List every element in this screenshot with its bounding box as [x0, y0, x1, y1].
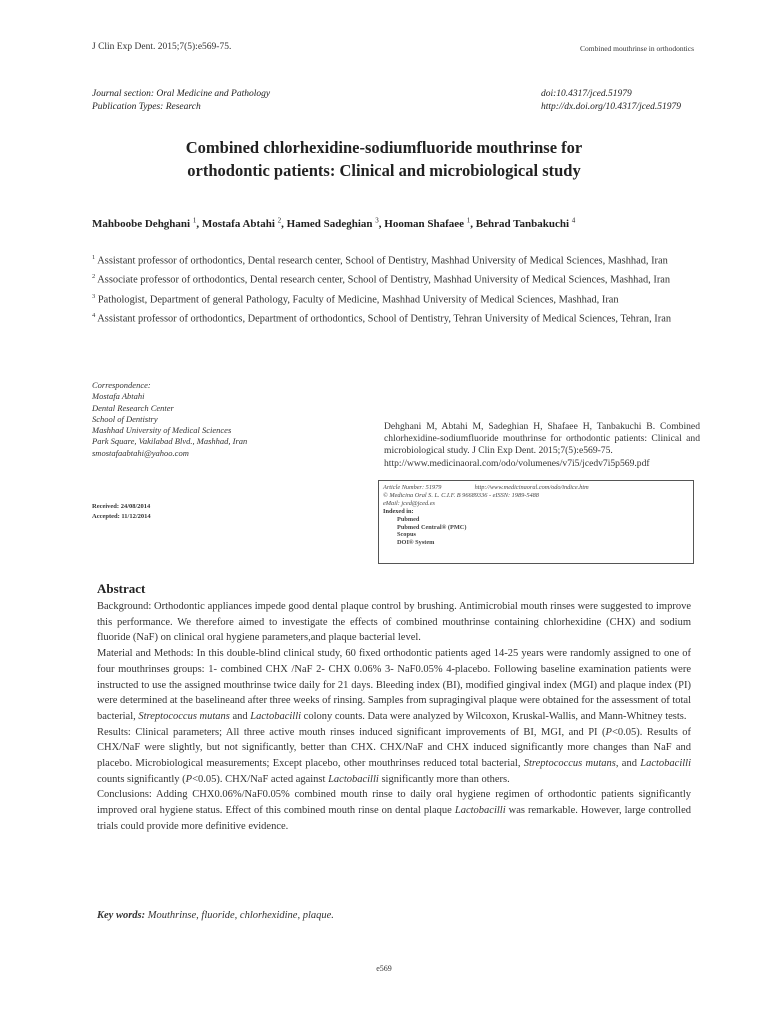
running-title: Combined mouthrinse in orthodontics	[580, 44, 694, 53]
author: Behrad Tanbakuchi $^4$	[475, 216, 576, 230]
doi: doi:10.4317/jced.51979	[541, 89, 632, 99]
publication-type: Publication Types: Research	[92, 102, 201, 112]
title-line-1: Combined chlorhexidine-sodiumfluoride mouthrinse for	[185, 138, 583, 157]
author: Mahboobe Dehghani $^1$,	[92, 216, 202, 230]
correspondence-heading: Correspondence:	[92, 380, 151, 390]
article-info-box	[378, 480, 694, 564]
abstract-results: Results: Clinical parameters; All three active mouth rinses induced significant improvements of BI, MGI, and PI (P<0.05). Results of CHX/NaF were slightly, but not significantly, better than CHX. CHX/NaF and CHX induced significantly more changes than NaF and placebo. Microbiological measurements; Except placebo, other mouthrinses reduced total bacterial, Streptococcus mutans, and Lactobacilli counts significantly (P<0.05). CHX/NaF acted against Lactobacilli significantly more than others.	[97, 726, 692, 785]
correspondence	[92, 380, 247, 459]
affiliations	[92, 251, 696, 328]
correspondence-line: School of Dentistry	[92, 413, 158, 424]
correspondence-line: Mashhad University of Medical Sciences	[92, 425, 232, 436]
doi-link[interactable]: http://dx.doi.org/10.4317/jced.51979	[541, 102, 682, 112]
journal-site-link[interactable]: http://www.medicinaoral.com/odo/indice.htm	[474, 484, 589, 491]
citation-url[interactable]: http://www.medicinaoral.com/odo/volumenes/v7i5/jcedv7i5p569.pdf	[384, 457, 650, 469]
page-number: e569	[376, 964, 392, 973]
dates	[92, 502, 151, 522]
abstract-heading: Abstract	[97, 581, 146, 596]
article-title	[120, 136, 648, 182]
correspondence-line: Park Square, Vakilabad Blvd., Mashhad, Iran	[92, 436, 248, 447]
abstract-methods: Material and Methods: In this double-blind clinical study, 60 fixed orthodontic patients aged 14-25 years were randomly assigned to one of four mouthrinses groups: 1- combined CHX /NaF 2- CHX 0.06% 3- NaF0.05% 4-placebo. Following baseline examination patients were instructed to use the assigned mouthrinse twice daily for 21 days. Bleeding index (BI), modified gingival index (MGI) and plaque index (PI) were determined at the baselineand after three weeks of rinsing. Samples from supragingival plaque were obtained for the assessment of total bacterial, Streptococcus mutans and Lactobacilli colony counts. Data were analyzed by Wilcoxon, Kruskal-Wallis, and Mann-Whitney tests.	[97, 648, 691, 722]
correspondence-line: Dental Research Center	[92, 402, 174, 413]
abstract-conclusions: Conclusions: Adding CHX0.06%/NaF0.05% combined mouth rinse to daily oral hygiene regimen of orthodontic patients significantly improved oral hygiene status. Effect of this combined mouth rinse on dental plaque Lactobacilli was remarkable. However, large controlled trials could provide more definitive evidence.	[97, 789, 691, 832]
citation	[384, 421, 700, 470]
received-date: Received: 24/08/2014	[92, 503, 151, 510]
abstract-background: Background: Orthodontic appliances impede good dental plaque control by brushing. Antimicrobial mouth rinses were suggested to improve this performance. We therefore aimed to investigate the effects of combined mouthrinse containing chlorhexidine (CHX) and sodium fluoride (NaF) on clinical oral hygiene parameters,and plaque bacterial level.	[97, 601, 691, 644]
correspondence-line: Mostafa Abtahi	[92, 391, 145, 402]
affiliation: $^3$ Pathologist, Department of general Pathology, Faculty of Medicine, Mashhad University of Medical Sciences, Mashhad, Iran	[92, 292, 619, 305]
keywords-text: Mouthrinse, fluoride, chlorhexidine, plaque.	[147, 910, 334, 921]
abstract-body	[97, 599, 691, 835]
citation-text: Dehghani M, Abtahi M, Sadeghian H, Shafaee H, Tanbakuchi B. Combined chlorhexidine-sodiumfluoride mouthrinse for orthodontic patients: Clinical and microbiological study. J Clin Exp Dent. 2015;7(5):e569-75.	[384, 421, 700, 457]
article-number: Article Number: 51979	[383, 484, 442, 491]
keywords-label: Key words:	[97, 910, 146, 921]
journal-section: Journal section: Oral Medicine and Pathology	[92, 89, 271, 99]
author-list	[92, 216, 575, 230]
journal-reference: J Clin Exp Dent. 2015;7(5):e569-75.	[92, 42, 232, 52]
indexed-label: Indexed in:	[383, 507, 414, 515]
correspondence-email[interactable]: smostafaabtahi@yahoo.com	[92, 447, 189, 458]
affiliation: $^1$ Assistant professor of orthodontics, Dental research center, School of Dentistry, Mashhad University of Medical Sciences, Mashhad, Iran	[92, 254, 668, 267]
article-number-row	[383, 484, 689, 492]
journal-email[interactable]: eMail: jced@jced.es	[383, 499, 435, 507]
author: Mostafa Abtahi $^2$,	[201, 216, 287, 230]
affiliation: $^4$ Assistant professor of orthodontics, Department of orthodontics, School of Dentistry, Tehran University of Medical Sciences, Tehran, Iran	[92, 311, 672, 325]
author: Hooman Shafaee $^1$,	[384, 216, 476, 230]
affiliation: $^2$ Associate professor of orthodontics, Dental research center, School of Dentistry, Mashhad University of Medical Sciences, Mashhad, Iran	[92, 273, 671, 286]
index-item: Pubmed Central® (PMC)	[397, 523, 467, 531]
title-line-2: orthodontic patients: Clinical and microbiological study	[187, 161, 581, 180]
index-item: Scopus	[397, 531, 416, 539]
author: Hamed Sadeghian $^3$,	[286, 216, 385, 230]
index-item: Pubmed	[397, 515, 420, 523]
accepted-date: Accepted: 11/12/2014	[92, 513, 151, 520]
index-item: DOI® System	[397, 539, 435, 547]
copyright: © Medicina Oral S. L. C.I.F. B 96689336 - eISSN: 1989-5488	[383, 491, 539, 499]
keywords	[97, 910, 334, 921]
